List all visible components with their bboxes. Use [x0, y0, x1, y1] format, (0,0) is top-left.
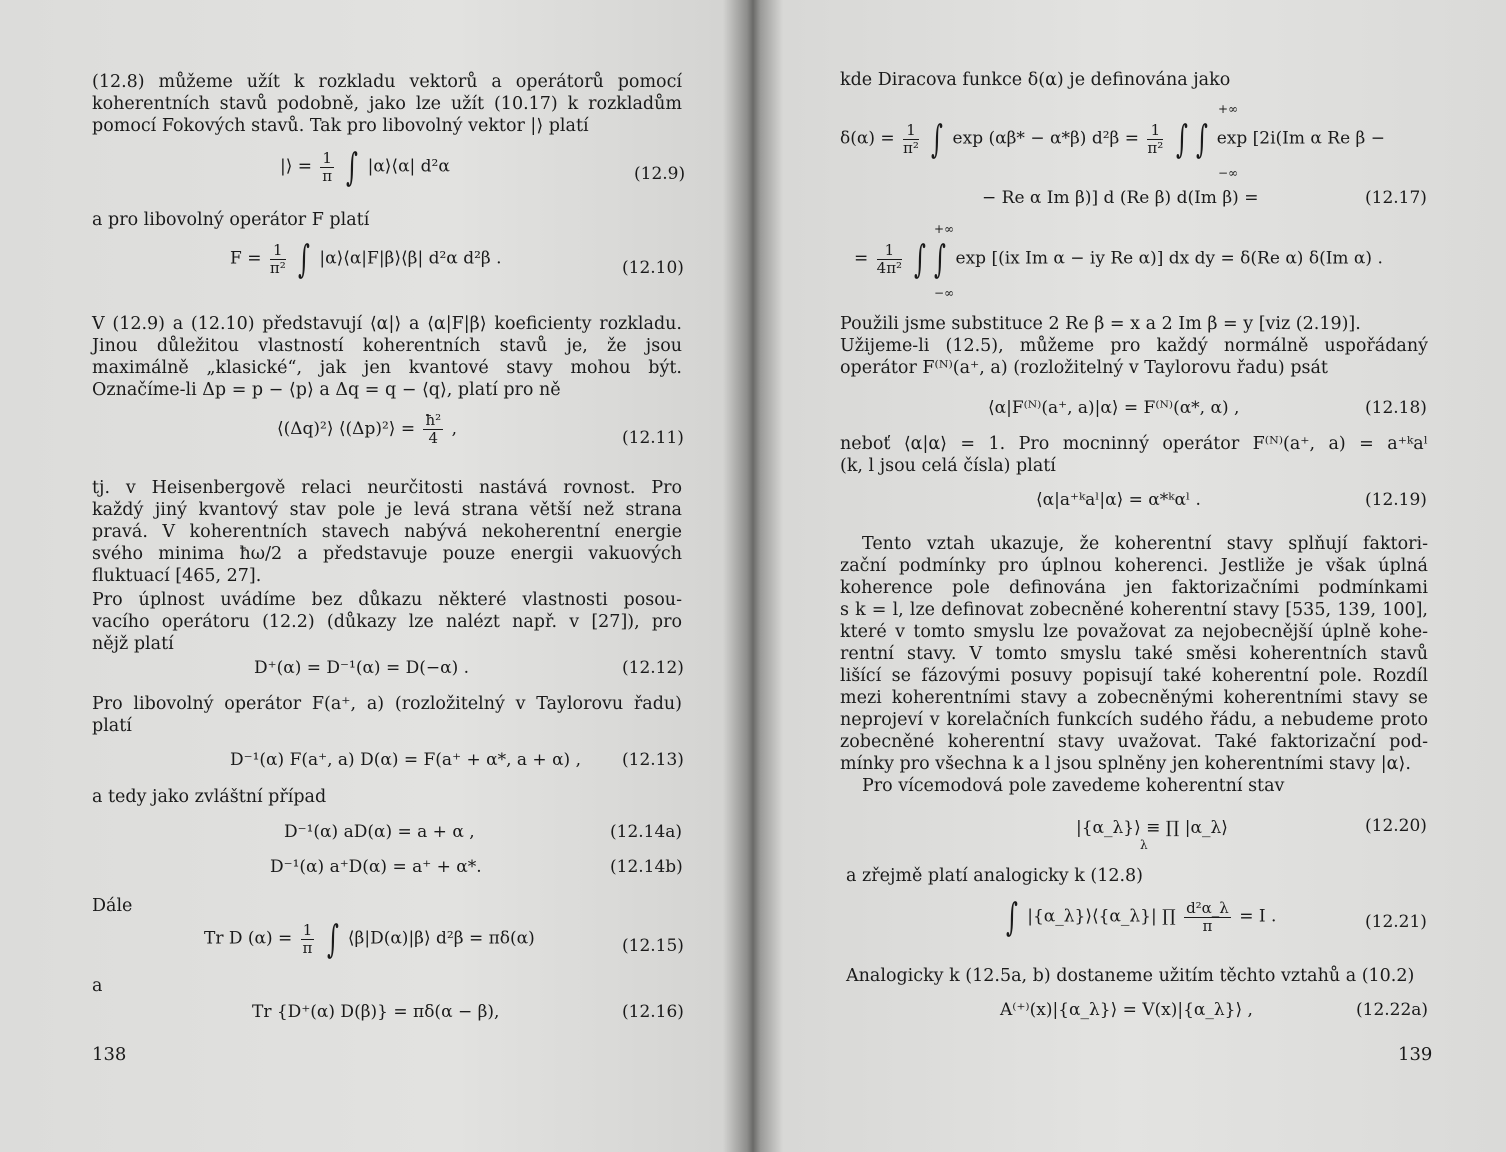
eq-part: |⟩ =	[280, 156, 313, 177]
text-line: s k = l, lze definovat zobecněné koherentní stavy [535, 139, 100],	[840, 600, 1428, 620]
equation-number: (12.17)	[1365, 188, 1427, 208]
text-line: rentní stavy. V tomto smyslu také směsi koherentních stavů	[840, 644, 1428, 664]
equation-12-19: ⟨α|a⁺ᵏaˡ|α⟩ = α*ᵏαˡ .	[1036, 490, 1201, 510]
equation-12-22a: A⁽⁺⁾(x)|{α_λ}⟩ = V(x)|{α_λ}⟩ ,	[1000, 1000, 1253, 1020]
limit-lower: −∞	[1218, 166, 1239, 180]
eq-part: |{α_λ}⟩⟨{α_λ}| ∏	[1027, 906, 1176, 927]
text-line: (k, l jsou celá čísla) platí	[840, 456, 1056, 476]
frac-num: ħ²	[425, 411, 442, 429]
equation-number: (12.14a)	[610, 822, 683, 842]
equation-number: (12.12)	[622, 658, 684, 678]
eq-part: Tr D (α) =	[204, 928, 293, 949]
equation-12-14a: D⁻¹(α) aD(α) = a + α ,	[284, 822, 475, 842]
text-line: (12.8) můžeme užít k rozkladu vektorů a operátorů pomocí	[92, 72, 682, 92]
eq-part: ⟨(Δq)²⟩ ⟨(Δp)²⟩ =	[277, 419, 416, 439]
text-line: V (12.9) a (12.10) představují ⟨α|⟩ a ⟨α|F|β⟩ koeficienty rozkladu.	[92, 314, 682, 334]
equation-12-17a	[840, 117, 1386, 161]
eq-part: δ(α) =	[840, 128, 895, 149]
fraction	[270, 242, 286, 277]
text-line: lišící se fázovými posuvy popisují také koherentní pole. Rozdíl	[840, 666, 1428, 686]
equation-number: (12.9)	[634, 164, 686, 184]
integral-sign: ∫	[931, 117, 944, 161]
page-number: 139	[1398, 1044, 1433, 1065]
eq-part: exp (αβ* − α*β) d²β =	[952, 128, 1139, 149]
integral-sign: ∫	[914, 237, 927, 281]
frac-den: π	[1202, 916, 1213, 935]
frac-den: 4π²	[876, 258, 903, 277]
text-line: zobecněné koherentní stavy uvažovat. Také faktorizační pod-	[840, 732, 1428, 752]
text-line: kde Diracova funkce δ(α) je definována jako	[840, 70, 1231, 90]
frac-den: 4	[428, 429, 439, 447]
eq-part: = I .	[1239, 906, 1277, 927]
fraction	[1184, 900, 1231, 935]
limit-upper: +∞	[1218, 102, 1239, 116]
fraction	[903, 122, 919, 157]
eq-part: |α⟩⟨α|F|β⟩⟨β| d²α d²β .	[319, 248, 502, 269]
text-line: a	[92, 976, 103, 996]
integral-sign: ∫	[1195, 117, 1208, 161]
text-line: vacího operátoru (12.2) (důkazy lze nalézt např. v [27]), pro	[92, 612, 682, 632]
equation-12-13: D⁻¹(α) F(a⁺, a) D(α) = F(a⁺ + α*, a + α) ,	[230, 750, 581, 770]
right-page	[840, 0, 1433, 1152]
equation-12-10	[230, 237, 502, 281]
text-line: Použili jsme substituce 2 Re β = x a 2 Im β = y [viz (2.19)].	[840, 314, 1361, 334]
eq-part: |α⟩⟨α| d²α	[367, 156, 450, 177]
text-line: Pro vícemodová pole zavedeme koherentní stav	[862, 776, 1285, 796]
integral-sign: ∫	[298, 237, 310, 281]
text-line: Označíme-li Δp = p − ⟨p⟩ a Δq = q − ⟨q⟩, platí pro ně	[92, 380, 561, 400]
text-line: zační podmínky pro úplnou koherenci. Jestliže je však úplná	[840, 556, 1428, 576]
text-line: Jinou důležitou vlastností koherentních stavů je, že jsou	[92, 336, 682, 356]
text-line: fluktuací [465, 27].	[92, 566, 262, 586]
integral-sign: ∫	[326, 917, 339, 961]
fraction	[1147, 122, 1163, 157]
equation-number: (12.16)	[622, 1002, 684, 1022]
frac-num: 1	[903, 122, 919, 140]
equation-12-16: Tr {D⁺(α) D(β)} = πδ(α − β),	[252, 1002, 500, 1022]
integral-sign: ∫	[1005, 895, 1018, 939]
equation-number: (12.15)	[622, 936, 684, 956]
text-line: pomocí Fokových stavů. Tak pro libovolný vektor |⟩ platí	[92, 116, 589, 136]
text-line: Pro libovolný operátor F(a⁺, a) (rozložitelný v Taylorovu řadu)	[92, 694, 682, 714]
equation-12-15	[204, 917, 535, 961]
frac-num: 1	[1147, 122, 1163, 140]
equation-12-17b: − Re α Im β)] d (Re β) d(Im β) =	[982, 188, 1259, 208]
eq-part: exp [2i(Im α Re β −	[1216, 128, 1386, 149]
frac-den: π²	[1147, 138, 1164, 157]
frac-num: 1	[270, 242, 286, 260]
text-line: Užijeme-li (12.5), můžeme pro každý normálně uspořádaný	[840, 336, 1428, 356]
fraction	[320, 150, 334, 185]
page-number: 138	[92, 1044, 127, 1065]
fraction	[877, 242, 902, 277]
fraction	[423, 412, 443, 447]
text-line: každý jiný kvantový stav pole je levá strana větší než strana	[92, 500, 682, 520]
text-line: operátor F⁽ᴺ⁾(a⁺, a) (rozložitelný v Taylorovu řadu) psát	[840, 358, 1328, 378]
eq-part: F =	[230, 248, 262, 269]
equation-number: (12.10)	[622, 258, 684, 278]
text-line: které v tomto smyslu lze považovat za nejobecnější úplně kohe-	[840, 622, 1428, 642]
text-line: mezi koherentními stavy a zobecněnými koherentními stavy se	[840, 688, 1428, 708]
fraction	[301, 922, 315, 957]
frac-num: 1	[322, 148, 332, 167]
equation-12-20: |{α_λ}⟩ ≡ ∏ |α_λ⟩	[1076, 818, 1228, 838]
eq-part: exp [(ix Im α − iy Re α)] dx dy = δ(Re α) δ(Im α) .	[955, 248, 1383, 269]
text-line: pravá. V koherentních stavech nabývá nekoherentní energie	[92, 522, 682, 542]
product-subscript: λ	[1140, 838, 1148, 852]
text-line: Tento vztah ukazuje, že koherentní stavy splňují faktori-	[862, 534, 1428, 554]
equation-12-21	[1002, 895, 1277, 939]
frac-den: π	[302, 938, 313, 957]
text-line: neprojeví v korelačních funkcích sudého řádu, a nebudeme proto	[840, 710, 1428, 730]
frac-den: π²	[269, 258, 286, 277]
limit-upper: +∞	[934, 222, 955, 236]
equation-12-17c	[854, 237, 1383, 281]
text-line: Dále	[92, 896, 133, 916]
text-line: a zřejmě platí analogicky k (12.8)	[846, 866, 1144, 886]
text-line: tj. v Heisenbergově relaci neurčitosti nastává rovnost. Pro	[92, 478, 682, 498]
text-line: svého minima ħω/2 a představuje pouze energii vakuových	[92, 544, 682, 564]
frac-den: π	[322, 166, 333, 185]
frac-num: 1	[877, 242, 902, 260]
eq-part: ⟨β|D(α)|β⟩ d²β = πδ(α)	[347, 928, 535, 949]
left-page	[92, 0, 686, 1152]
equation-12-11	[277, 412, 457, 447]
integral-sign: ∫	[934, 237, 947, 281]
text-line: a pro libovolný operátor F platí	[92, 210, 370, 230]
equation-number: (12.13)	[622, 750, 684, 770]
equation-number: (12.20)	[1365, 816, 1427, 836]
integral-sign: ∫	[346, 145, 359, 189]
integral-sign: ∫	[1175, 117, 1188, 161]
equation-12-9	[280, 145, 450, 189]
text-line: Analogicky k (12.5a, b) dostaneme užitím těchto vztahů a (10.2)	[846, 966, 1415, 986]
equation-12-18: ⟨α|F⁽ᴺ⁾(a⁺, a)|α⟩ = F⁽ᴺ⁾(α*, α) ,	[988, 398, 1240, 418]
equation-12-14b: D⁻¹(α) a⁺D(α) = a⁺ + α*.	[270, 857, 482, 877]
limit-lower: −∞	[934, 286, 955, 300]
text-line: mínky pro všechna k a l jsou splněny jen koherentními stavy |α⟩.	[840, 754, 1411, 774]
frac-num: 1	[302, 920, 313, 939]
text-line: Pro úplnost uvádíme bez důkazu některé vlastnosti posou-	[92, 590, 682, 610]
equation-12-12: D⁺(α) = D⁻¹(α) = D(−α) .	[254, 658, 470, 678]
frac-den: π²	[903, 138, 919, 157]
text-line: platí	[92, 716, 132, 736]
text-line: a tedy jako zvláštní případ	[92, 787, 327, 807]
equation-number: (12.19)	[1365, 490, 1427, 510]
text-line: neboť ⟨α|α⟩ = 1. Pro mocninný operátor F⁽ᴺ⁾(a⁺, a) = a⁺ᵏaˡ	[840, 434, 1428, 454]
equation-number: (12.14b)	[610, 857, 683, 877]
eq-part: =	[854, 248, 869, 269]
equation-number: (12.21)	[1365, 912, 1427, 932]
frac-num: d²α_λ	[1186, 898, 1229, 917]
text-line: koherence pole definována jen faktorizačními podmínkami	[840, 578, 1428, 598]
equation-number: (12.18)	[1365, 398, 1427, 418]
equation-number: (12.11)	[622, 428, 684, 448]
text-line: nějž platí	[92, 634, 174, 654]
eq-part: ,	[451, 419, 457, 439]
text-line: maximálně „klasické“, jak jen kvantové stavy mohou být.	[92, 358, 682, 378]
equation-number: (12.22a)	[1356, 1000, 1429, 1020]
text-line: koherentních stavů podobně, jako lze užít (10.17) k rozkladům	[92, 94, 682, 114]
